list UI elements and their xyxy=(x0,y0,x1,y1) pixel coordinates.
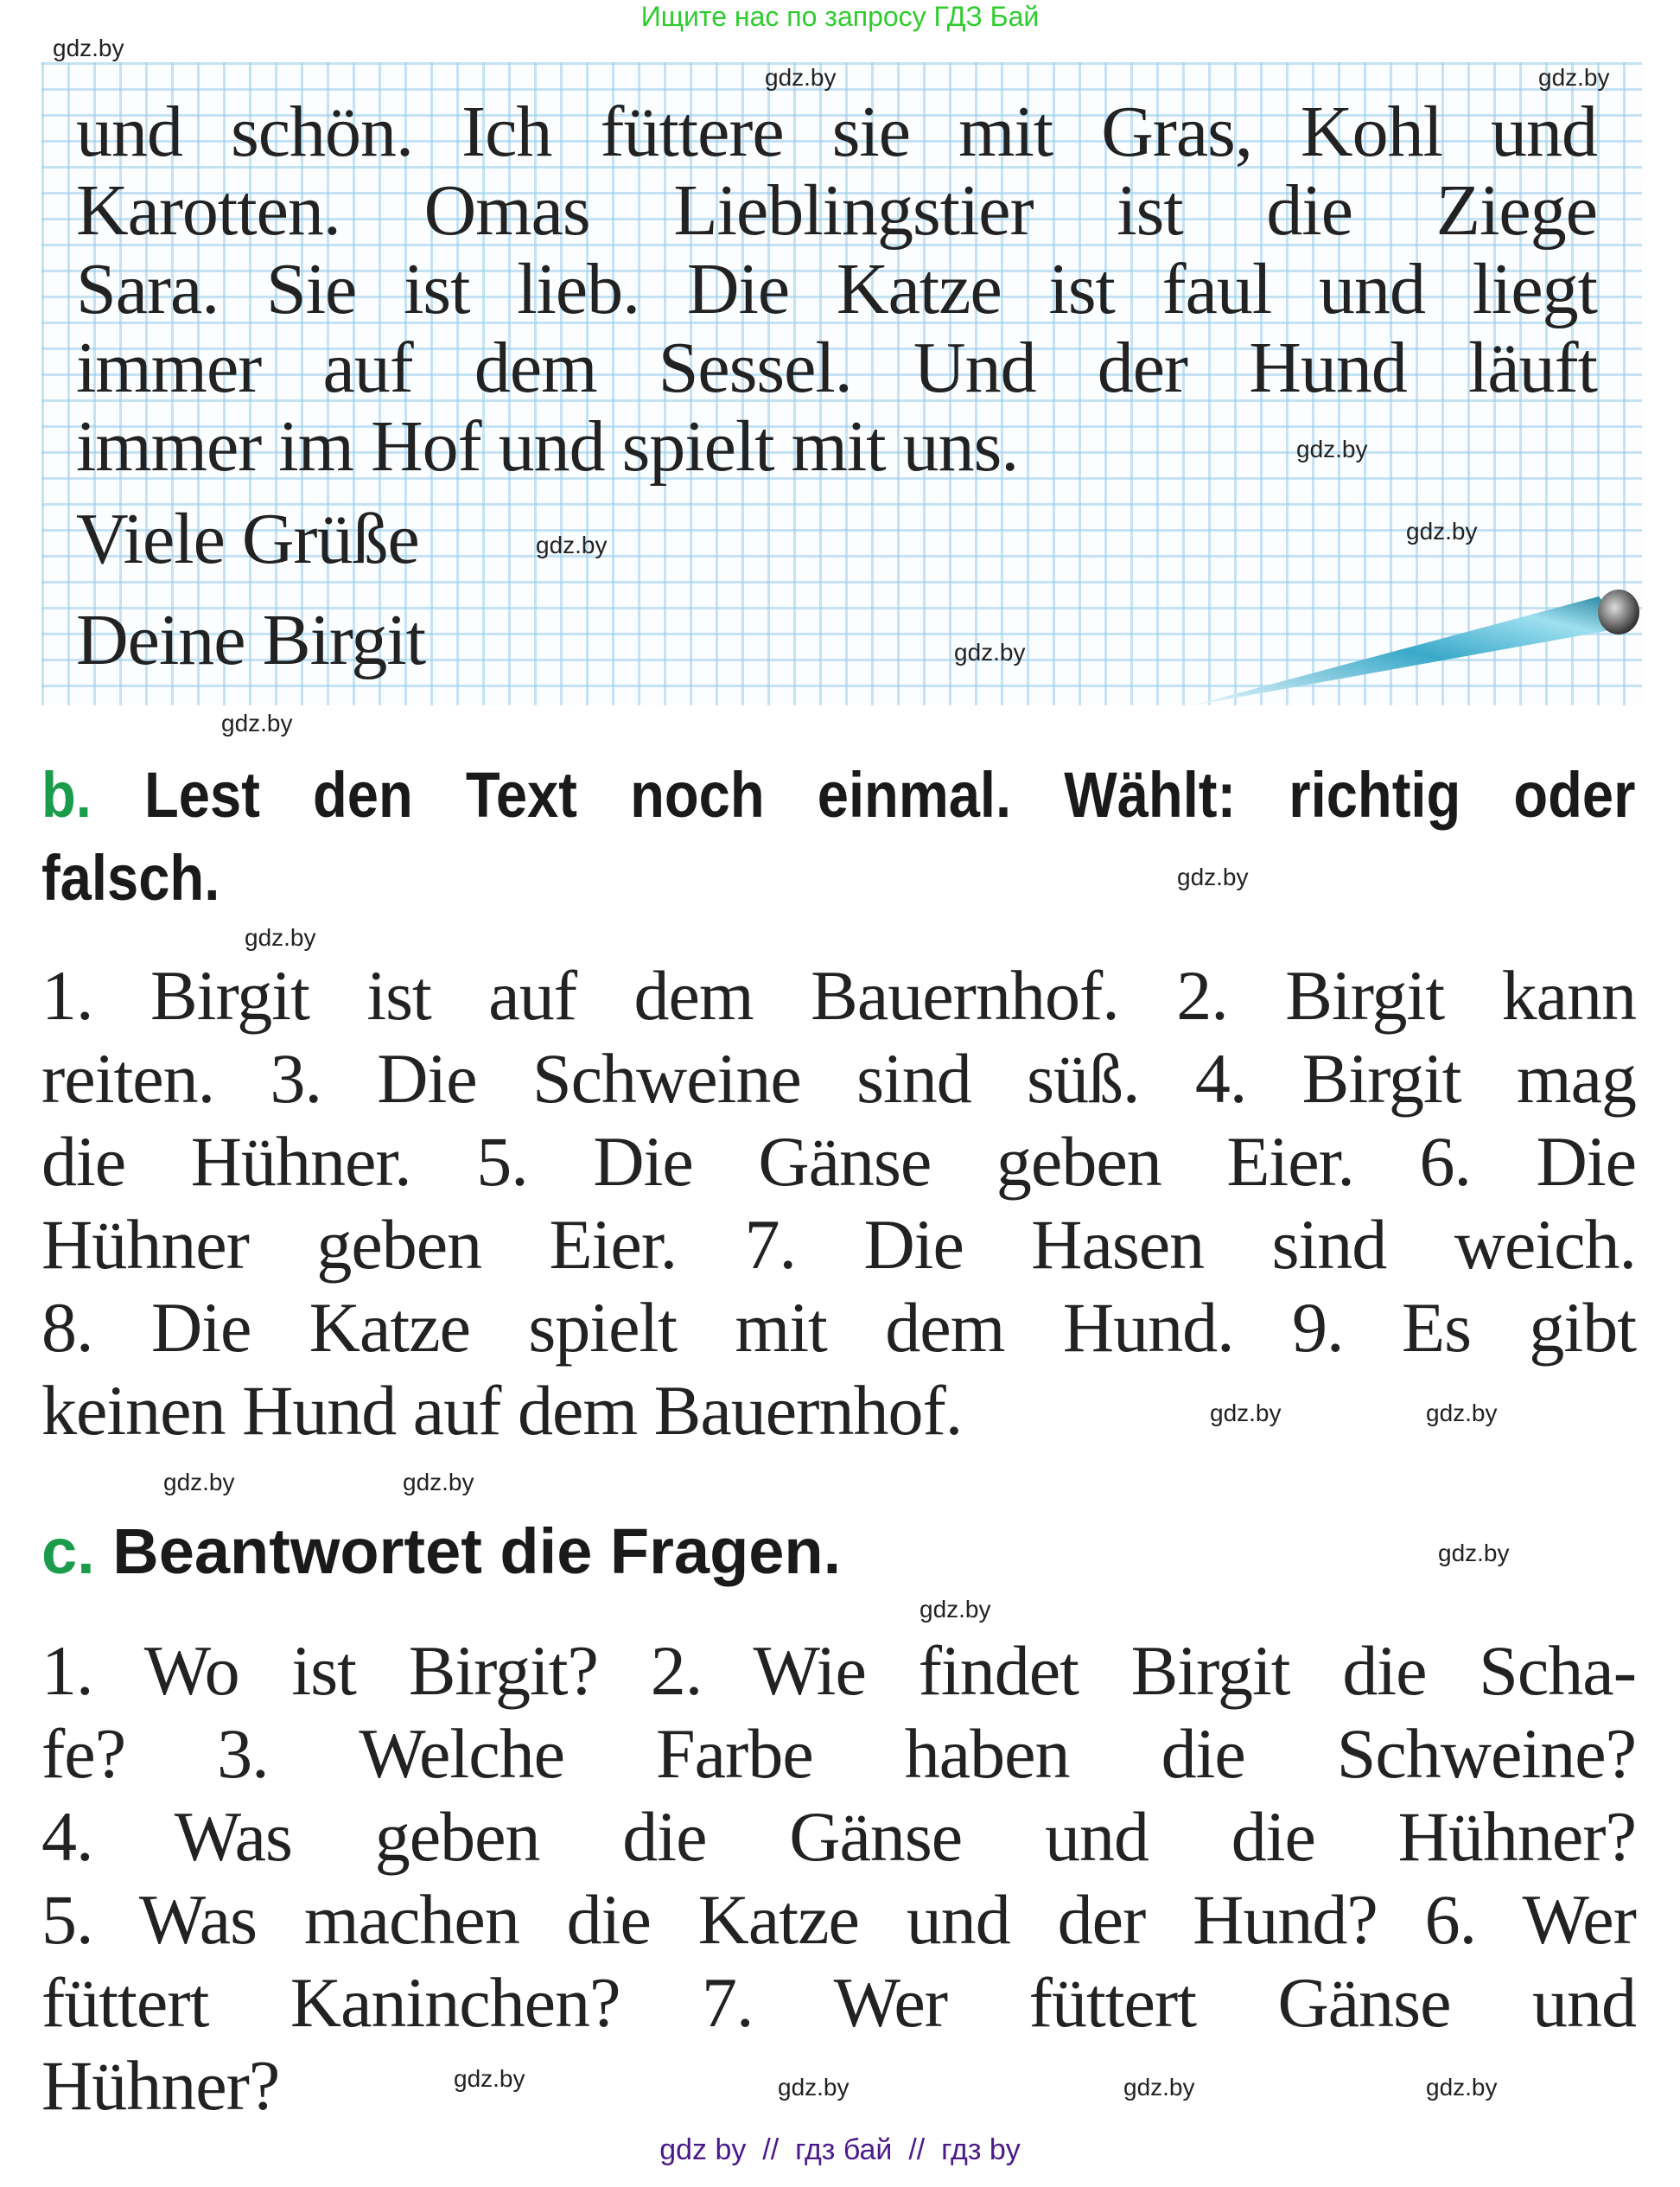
question-line: Hühner? xyxy=(41,2046,280,2125)
watermark: gdz.by xyxy=(1438,1540,1510,1566)
watermark: gdz.by xyxy=(1426,1400,1498,1426)
watermark: gdz.by xyxy=(954,639,1026,666)
letter-text xyxy=(76,92,1597,486)
watermark: gdz.by xyxy=(245,924,316,951)
watermark: gdz.by xyxy=(1123,2074,1195,2101)
statement-line: reiten. 3. Die Schweine sind süß. 4. Birgit mag xyxy=(41,1039,1636,1118)
watermark: gdz.by xyxy=(1406,518,1478,545)
section-c-heading-text: Beantwortet die Fragen. xyxy=(112,1515,842,1587)
watermark: gdz.by xyxy=(536,532,608,558)
footer-links: gdz by // гдз бай // гдз by xyxy=(659,2133,1021,2166)
letter-line: Karotten. Omas Lieblingstier ist die Ziege xyxy=(76,170,1597,251)
watermark: gdz.by xyxy=(163,1469,235,1495)
statement-line: keinen Hund auf dem Bauernhof. xyxy=(41,1371,963,1450)
statement-line: 1. Birgit ist auf dem Bauernhof. 2. Birgit kann xyxy=(41,956,1636,1035)
section-b-marker: b. xyxy=(41,759,92,831)
watermark: gdz.by xyxy=(1296,436,1368,462)
watermark: gdz.by xyxy=(1426,2074,1498,2101)
question-line: 4. Was geben die Gänse und die Hühner? xyxy=(41,1797,1636,1876)
section-b-heading-line: Lest den Text noch einmal. Wählt: richtig oder xyxy=(143,759,1636,831)
letter-signature: Deine Birgit xyxy=(76,600,426,680)
statement-line: Hühner geben Eier. 7. Die Hasen sind weich. xyxy=(41,1205,1636,1284)
watermark: gdz.by xyxy=(454,2065,525,2092)
letter-greeting: Viele Grüße xyxy=(76,499,419,579)
watermark: gdz.by xyxy=(1210,1400,1282,1426)
question-line: 1. Wo ist Birgit? 2. Wie findet Birgit die Scha- xyxy=(41,1631,1636,1710)
watermark: gdz.by xyxy=(1538,64,1610,91)
question-line: fe? 3. Welche Farbe haben die Schweine? xyxy=(41,1714,1636,1793)
statement-line: 8. Die Katze spielt mit dem Hund. 9. Es gibt xyxy=(41,1288,1636,1367)
watermark: gdz.by xyxy=(920,1596,991,1623)
question-line: 5. Was machen die Katze und der Hund? 6. Wer xyxy=(41,1880,1636,1959)
letter-line: immer auf dem Sessel. Und der Hund läuft xyxy=(76,328,1597,408)
section-b-heading xyxy=(41,754,1635,920)
watermark: gdz.by xyxy=(221,710,293,736)
question-line: füttert Kaninchen? 7. Wer füttert Gänse und xyxy=(41,1963,1636,2042)
section-c-questions xyxy=(41,1629,1636,2127)
watermark: gdz.by xyxy=(1177,864,1249,890)
statement-line: die Hühner. 5. Die Gänse geben Eier. 6. Die xyxy=(41,1122,1636,1201)
letter-line: und schön. Ich füttere sie mit Gras, Kohl und xyxy=(76,92,1597,172)
search-banner: Ищите нас по запросу ГДЗ Бай xyxy=(640,1,1040,32)
watermark: gdz.by xyxy=(778,2074,850,2101)
section-c-marker: c. xyxy=(41,1515,95,1587)
letter-line: Sara. Sie ist lieb. Die Katze ist faul und liegt xyxy=(76,249,1597,329)
watermark: gdz.by xyxy=(765,64,837,91)
letter-greeting-block xyxy=(76,500,419,578)
section-b-heading-line: falsch. xyxy=(41,842,220,914)
page-curl-icon xyxy=(1193,579,1651,709)
letter-signature-block xyxy=(76,601,425,679)
watermark: gdz.by xyxy=(53,35,124,61)
section-c-heading xyxy=(41,1510,1636,1593)
section-b-statements xyxy=(41,954,1636,1452)
watermark: gdz.by xyxy=(403,1469,474,1495)
letter-line: immer im Hof und spielt mit uns. xyxy=(76,406,1019,487)
